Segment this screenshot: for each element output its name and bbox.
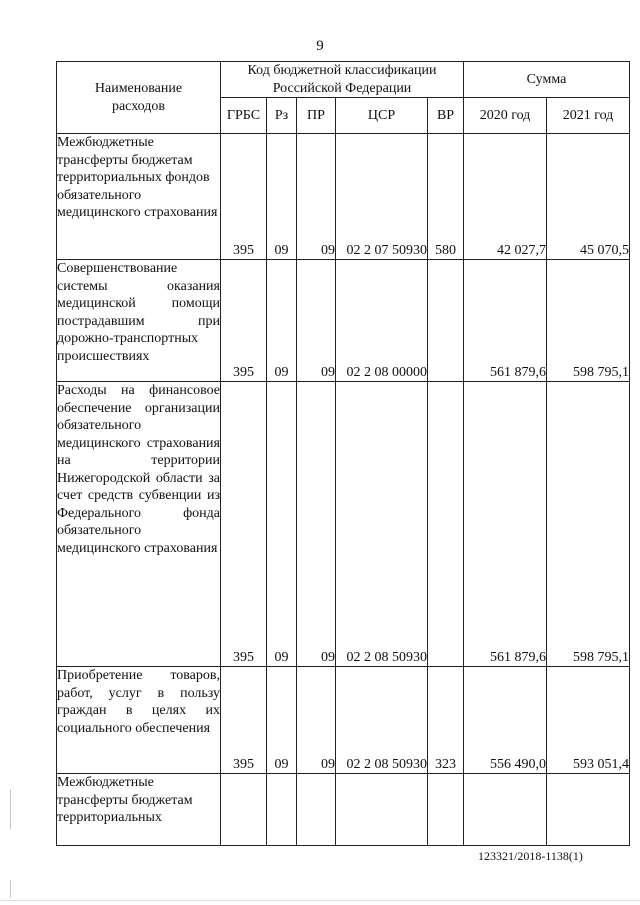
cell-2021: 598 795,1 (547, 382, 630, 667)
cell-grbs: 395 (221, 260, 267, 382)
header-rz: Рз (267, 98, 297, 134)
row-name: Совершенствование системы оказания медицинской помощи пострадавшим при дорожно-транспортных происшествиях (57, 260, 221, 382)
cell-vr (428, 260, 464, 382)
cell-2020: 561 879,6 (464, 260, 547, 382)
cell-vr: 580 (428, 134, 464, 260)
cell-2020: 556 490,0 (464, 667, 547, 774)
cell-2021: 593 051,4 (547, 667, 630, 774)
table-row (57, 774, 630, 846)
header-code-group: Код бюджетной классификации Российской Федерации (221, 62, 464, 98)
budget-table (56, 61, 630, 846)
cell-rz: 09 (267, 134, 297, 260)
page-number: 9 (316, 38, 324, 54)
cell-2020: 561 879,6 (464, 382, 547, 667)
cell-grbs: 395 (221, 667, 267, 774)
cell-csr: 02 2 08 00000 (336, 260, 428, 382)
cell-pr: 09 (297, 260, 336, 382)
cell-pr (297, 774, 336, 846)
row-name: Расходы на финансовое обеспечение организации обязательного медицинского страхования на территории Нижегородской области за счет средств субвенции из Федерального фонда обязательного медицинского страхования (57, 382, 221, 667)
cell-csr: 02 2 08 50930 (336, 667, 428, 774)
scan-margin-mark (10, 789, 11, 829)
table-row (57, 382, 630, 667)
row-name: Межбюджетные трансферты бюджетам территориальных (57, 774, 221, 846)
cell-csr (336, 774, 428, 846)
cell-vr: 323 (428, 667, 464, 774)
cell-pr: 09 (297, 382, 336, 667)
cell-2021: 45 070,5 (547, 134, 630, 260)
header-csr: ЦСР (336, 98, 428, 134)
cell-vr (428, 774, 464, 846)
cell-pr: 09 (297, 134, 336, 260)
header-2020: 2020 год (464, 98, 547, 134)
cell-2021 (547, 774, 630, 846)
scan-margin-mark (10, 880, 11, 898)
row-name: Приобретение товаров, работ, услуг в пользу граждан в целях их социального обеспечения (57, 667, 221, 774)
cell-grbs (221, 774, 267, 846)
cell-grbs: 395 (221, 134, 267, 260)
cell-rz: 09 (267, 667, 297, 774)
scan-edge-line (0, 900, 640, 901)
row-name: Межбюджетные трансферты бюджетам территориальных фондов обязательного медицинского страхования (57, 134, 221, 260)
header-grbs: ГРБС (221, 98, 267, 134)
cell-rz: 09 (267, 260, 297, 382)
header-2021: 2021 год (547, 98, 630, 134)
header-sum-group: Сумма (464, 62, 630, 98)
table-row (57, 134, 630, 260)
table-row (57, 667, 630, 774)
header-name: Наименование расходов (57, 62, 221, 134)
table-row (57, 260, 630, 382)
cell-rz (267, 774, 297, 846)
cell-grbs: 395 (221, 382, 267, 667)
cell-csr: 02 2 08 50930 (336, 382, 428, 667)
header-vr: ВР (428, 98, 464, 134)
cell-2021: 598 795,1 (547, 260, 630, 382)
cell-2020 (464, 774, 547, 846)
document-code: 123321/2018-1138(1) (478, 849, 583, 863)
cell-pr: 09 (297, 667, 336, 774)
cell-2020: 42 027,7 (464, 134, 547, 260)
cell-rz: 09 (267, 382, 297, 667)
cell-vr (428, 382, 464, 667)
header-pr: ПР (297, 98, 336, 134)
cell-csr: 02 2 07 50930 (336, 134, 428, 260)
